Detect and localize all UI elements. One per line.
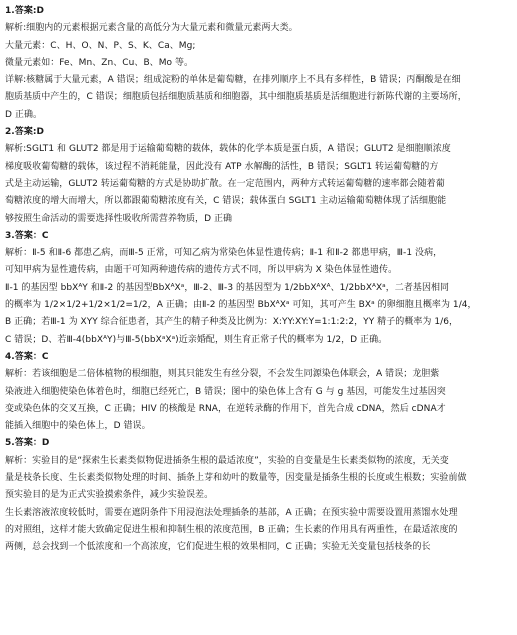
- text-line: 式是主动运输，GLUT2 转运葡萄糖的方式是协助扩散。在一定范围内，两种方式转运葡萄糖的速率都会随着葡: [5, 178, 445, 189]
- answer-heading: 4.答案：C: [5, 351, 49, 362]
- text-line: 染液进入细胞使染色体着色时，细胞已经死亡，B 错误；图中的染色体上含有 G 与 g 基因，可能发生过基因突: [5, 386, 446, 397]
- text-line: 梯度吸收葡萄糖的载体，该过程不消耗能量，因此没有 ATP 水解酶的活性，B 错误；SGLT1 转运葡萄糖的方: [5, 161, 439, 172]
- text-line: D 正确。: [5, 109, 43, 120]
- text-line: 解析:细胞内的元素根据元素含量的高低分为大量元素和微量元素两大类。: [5, 23, 298, 34]
- text-line: 萄糖浓度的增大而增大，所以都跟葡萄糖浓度有关，C 错误；载体蛋白 SGLT1 主动运输葡萄糖体现了活细胞能: [5, 196, 447, 207]
- text-line: 量是枝条长度、生长素类似物处理的时间、插条上芽和幼叶的数量等，因变量是插条生根的长度或生根数；实验前做: [5, 473, 467, 484]
- text-line: 可知甲病为显性遗传病，由题干可知两种遗传病的遗传方式不同，所以甲病为 X 染色体显性遗传。: [5, 265, 398, 276]
- text-line: B 正确；若Ⅲ-1 为 XYY 综合征患者，其产生的精子种类及比例为：X:YY:XY:Y=1:1:2:2，YY 精子的概率为 1/6，: [5, 317, 459, 328]
- answer-heading: 3.答案：C: [5, 230, 49, 241]
- text-line: 两侧，总会找到一个低浓度和一个高浓度，它们促进生根的效果相同，C 正确；实验无关变量包括枝条的长: [5, 542, 431, 553]
- text-line: Ⅱ-1 的基因型 bbXᴬY 和Ⅱ-2 的基因型BbXᴬXᵃ，Ⅲ-2、Ⅲ-3 的基因型为 1/2bbXᴬXᴬ、1/2bbXᴬXᵃ，二者基因相同: [5, 282, 450, 293]
- answer-heading: 1.答案:D: [5, 6, 45, 16]
- text-line: 解析:SGLT1 和 GLUT2 都是用于运输葡萄糖的载体，载体的化学本质是蛋白质，A 错误；GLUT2 是细胞顺浓度: [5, 144, 451, 155]
- text-line: 能插入细胞中的染色体上，D 错误。: [5, 421, 151, 432]
- text-line: C 错误；D、若Ⅲ-4(bbXᴬY)与Ⅲ-5(bbXᵃXᵃ)近亲婚配，则生育正常子代的概率为 1/2，D 正确。: [5, 334, 388, 345]
- text-line: 够按照生命活动的需要选择性吸收所需营养物质，D 正确: [5, 213, 233, 224]
- text-line: 详解:核糖属于大量元素，A 错误；组成淀粉的单体是葡萄糖，在排列顺序上不具有多样性，B 错误；丙酮酸是在细: [5, 75, 461, 86]
- text-line: 预实验目的是为正式实验摸索条件，减少实验误差。: [5, 490, 214, 501]
- text-line: 解析：若该细胞是二倍体植物的根细胞，则其只能发生有丝分裂，不会发生同源染色体联会，A 错误；龙胆紫: [5, 369, 440, 380]
- answer-heading: 5.答案：D: [5, 438, 50, 449]
- text-line: 微量元素如：Fe、Mn、Zn、Cu、B、Mo 等。: [5, 57, 194, 68]
- text-line: 变或染色体的交叉互换，C 正确；HIV 的核酸是 RNA，在逆转录酶的作用下，首先合成 cDNA，然后 cDNA才: [5, 403, 446, 414]
- text-line: 的对照组，这样才能大致确定促进生根和抑制生根的浓度范围，B 正确；生长素的作用具有两重性，在最适浓度的: [5, 524, 458, 535]
- answer-heading: 2.答案:D: [5, 127, 45, 138]
- text-line: 解析：实验目的是“探索生长素类似物促进插条生根的最适浓度”，实验的自变量是生长素类似物的浓度，无关变: [5, 455, 449, 466]
- text-line: 的概率为 1/2×1/2+1/2×1/2=1/2，A 正确；由Ⅱ-2 的基因型 BbXᴬXᵃ 可知，其可产生 BXᵃ 的卵细胞且概率为 1/4，: [5, 300, 477, 311]
- text-line: 大量元素：C、H、O、N、P、S、K、Ca、Mg;: [5, 40, 196, 51]
- text-line: 胞质基质中产生的，C 错误；细胞质包括细胞质基质和细胞器，其中细胞质基质是活细胞进行新陈代谢的主要场所，: [5, 92, 467, 103]
- text-line: 解析：Ⅱ-5 和Ⅱ-6 都患乙病，而Ⅲ-5 正常，可知乙病为常染色体显性遗传病；Ⅱ-1 和Ⅱ-2 都患甲病，Ⅲ-1 没病，: [5, 248, 443, 259]
- text-line: 生长素溶液浓度较低时，需要在遮阴条件下用浸泡法处理插条的基部，A 正确；在预实验中需要设置用蒸馏水处理: [5, 507, 458, 518]
